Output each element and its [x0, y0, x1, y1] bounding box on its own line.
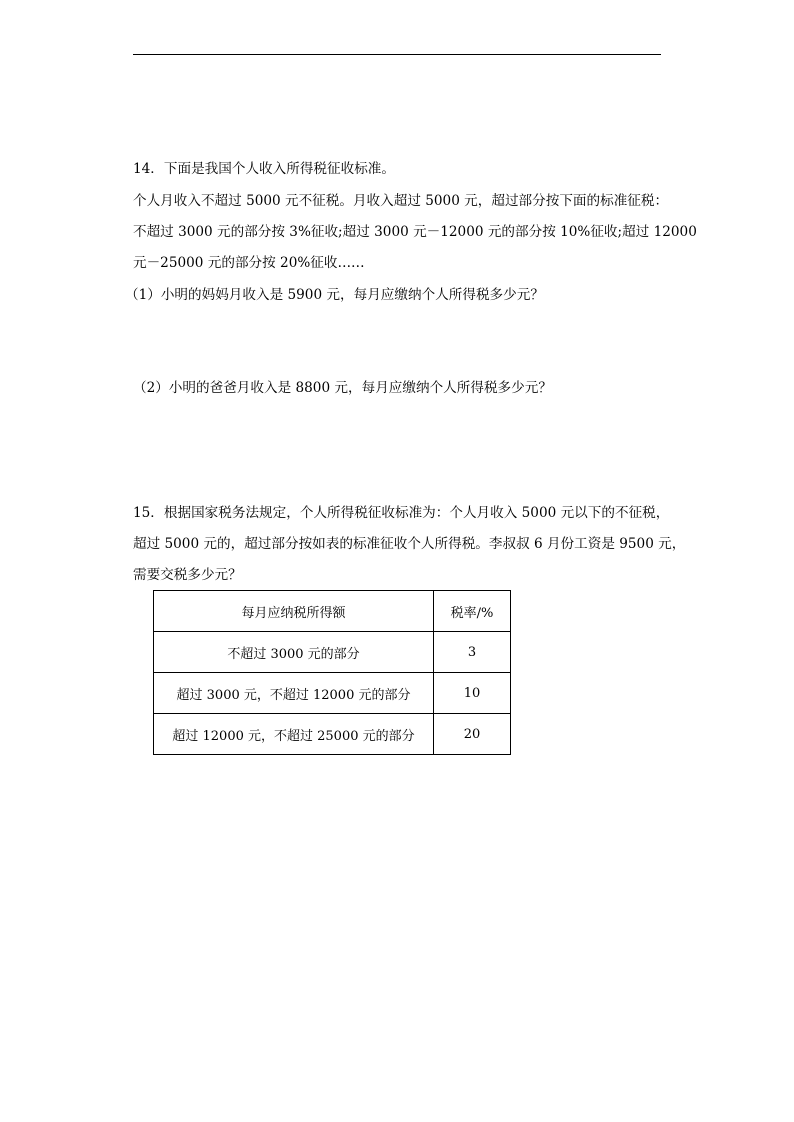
table-header-cell: 税率/%: [434, 591, 511, 632]
table-row: [154, 673, 511, 714]
q14-text-line-3: 不超过 3000 元的部分按 3%征收;超过 3000 元－12000 元的部分按 10%征收;超过 12000: [133, 224, 697, 240]
table-cell: 20: [434, 714, 511, 755]
q15-text-line-1: 15．根据国家税务法规定，个人所得税征收标准为：个人月收入 5000 元以下的不征税，: [133, 505, 670, 521]
table-cell: 3: [434, 632, 511, 673]
q15-text-line-2: 超过 5000 元的，超过部分按如表的标准征收个人所得税。李叔叔 6 月份工资是 9500 元，: [133, 536, 686, 552]
table-cell: 10: [434, 673, 511, 714]
table-row: [154, 714, 511, 755]
table-cell: 不超过 3000 元的部分: [154, 632, 434, 673]
q14-text-line-2: 个人月收入不超过 5000 元不征税。月收入超过 5000 元，超过部分按下面的标准征税：: [133, 193, 669, 209]
table-row: [154, 632, 511, 673]
table-header-cell: 每月应纳税所得额: [154, 591, 434, 632]
q14-subquestion-2: （2）小明的爸爸月收入是 8800 元，每月应缴纳个人所得税多少元？: [133, 380, 552, 396]
table-cell: 超过 3000 元，不超过 12000 元的部分: [154, 673, 434, 714]
q15-text-line-3: 需要交税多少元？: [133, 567, 242, 583]
q14-subquestion-1: （1）小明的妈妈月收入是 5900 元，每月应缴纳个人所得税多少元？: [125, 287, 544, 303]
header-rule: [133, 54, 661, 55]
table-header-row: [154, 591, 511, 632]
q14-title: 14．下面是我国个人收入所得税征收标准。: [133, 161, 395, 177]
tax-rate-table: [153, 590, 511, 755]
table-cell: 超过 12000 元，不超过 25000 元的部分: [154, 714, 434, 755]
q14-text-line-4: 元－25000 元的部分按 20%征收……: [133, 255, 365, 271]
